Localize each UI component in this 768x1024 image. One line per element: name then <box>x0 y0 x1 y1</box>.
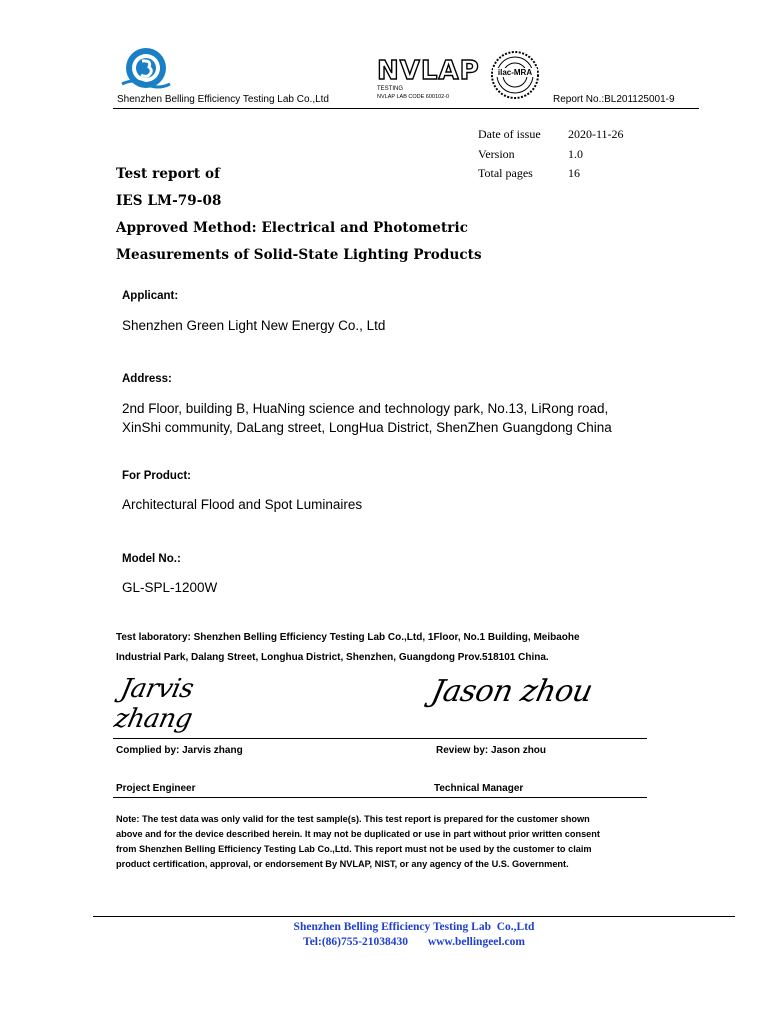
nvlap-logo <box>375 56 487 108</box>
address-label: Address: <box>122 373 172 385</box>
nvlap-wordmark: NVLAP <box>377 56 480 86</box>
footer-tel: Tel:(86)755-21038430 <box>303 936 409 948</box>
applicant-value: Shenzhen Green Light New Energy Co., Ltd <box>122 318 386 333</box>
ilac-seal <box>490 50 540 100</box>
compiler-role: Project Engineer <box>116 783 196 794</box>
title-line-4: Measurements of Solid-State Lighting Products <box>116 247 482 263</box>
nvlap-testing: TESTING <box>377 86 404 92</box>
review-by: Review by: Jason zhou <box>436 745 547 756</box>
nvlap-code: NVLAP LAB CODE 600102-0 <box>377 94 450 100</box>
header-divider <box>113 108 699 109</box>
note-line-4: product certification, approval, or endorsement By NVLAP, NIST, or any agency of the U.S. Government. <box>116 859 569 869</box>
test-lab-line-1: Test laboratory: Shenzhen Belling Efficiency Testing Lab Co.,Ltd, 1Floor, No.1 Building, Meibaohe <box>116 632 580 643</box>
reviewer-role: Technical Manager <box>434 783 524 794</box>
product-label: For Product: <box>122 470 191 482</box>
meta-value-date: 2020-11-26 <box>568 127 624 141</box>
ilac-text: ilac-MRA <box>493 68 537 77</box>
meta-label-pages: Total pages <box>478 166 533 180</box>
footer-divider <box>93 916 735 917</box>
title-line-1: Test report of <box>116 166 221 182</box>
note-line-3: from Shenzhen Belling Efficiency Testing Lab Co.,Ltd. This report must not be used by the customer to claim <box>116 844 592 854</box>
meta-label-date: Date of issue <box>478 127 541 141</box>
address-line-2: XinShi community, DaLang street, LongHua District, ShenZhen Guangdong China <box>122 420 612 435</box>
title-line-2: IES LM-79-08 <box>116 193 222 209</box>
meta-value-version: 1.0 <box>568 147 583 161</box>
title-line-3: Approved Method: Electrical and Photometric <box>116 220 469 236</box>
compiled-by: Complied by: Jarvis zhang <box>116 745 243 756</box>
test-lab-line-2: Industrial Park, Dalang Street, Longhua District, Shenzhen, Guangdong Prov.518101 China. <box>116 652 549 663</box>
note-line-2: above and for the device described herein. It may not be duplicated or use in part without prior written consent <box>116 829 600 839</box>
product-value: Architectural Flood and Spot Luminaires <box>122 497 363 512</box>
meta-value-pages: 16 <box>568 166 580 180</box>
applicant-label: Applicant: <box>122 290 179 302</box>
signature-line <box>113 738 647 739</box>
header-lab-name: Shenzhen Belling Efficiency Testing Lab Co.,Ltd <box>117 94 329 105</box>
meta-label-version: Version <box>478 147 515 161</box>
note-block <box>116 812 600 872</box>
role-line <box>113 797 647 798</box>
reviewer-signature <box>428 674 612 724</box>
footer-lab-name: Shenzhen Belling Efficiency Testing Lab Co.,Ltd <box>293 921 535 933</box>
compiler-signature-text: Jarvis zhang <box>111 674 197 734</box>
reviewer-signature-text: Jason zhou <box>428 674 596 709</box>
model-value: GL-SPL-1200W <box>122 580 218 595</box>
model-label: Model No.: <box>122 553 181 565</box>
address-line-1: 2nd Floor, building B, HuaNing science and technology park, No.13, LiRong road, <box>122 401 609 416</box>
footer-web-link[interactable]: www.bellingeel.com <box>427 936 525 948</box>
footer-contact <box>93 936 735 948</box>
report-number: Report No.:BL201125001-9 <box>553 94 675 105</box>
note-line-1: Note: The test data was only valid for the test sample(s). This test report is prepared for the customer shown <box>116 814 590 824</box>
compiler-signature <box>111 674 268 734</box>
company-logo <box>118 44 174 94</box>
